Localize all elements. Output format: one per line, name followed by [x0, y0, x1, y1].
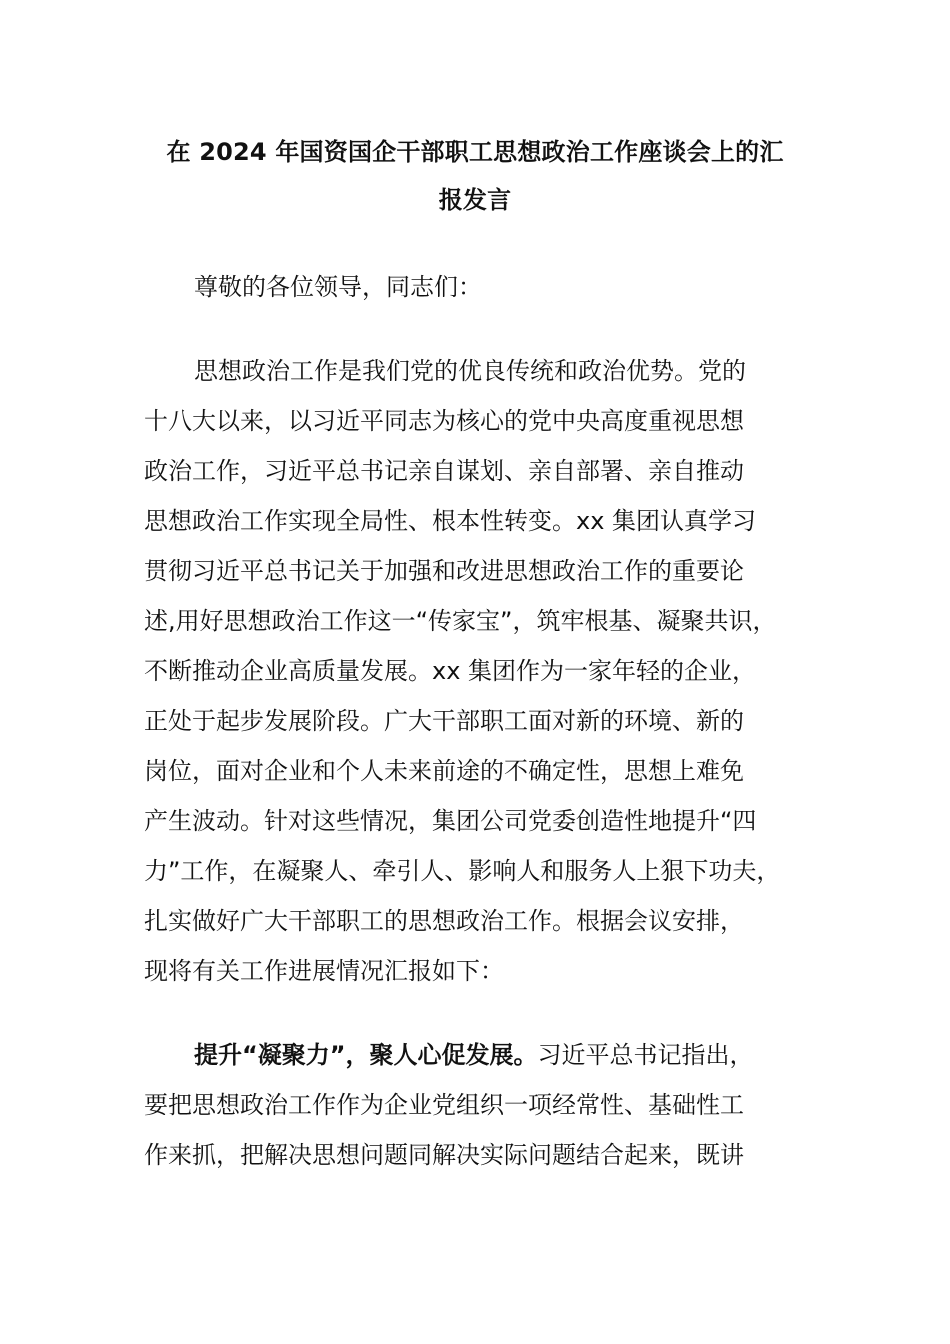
- document-title: [120, 128, 830, 224]
- paragraph-1-line-9: 岗位，面对企业和个人未来前途的不确定性，思想上难免: [144, 757, 744, 785]
- paragraph-1-line-6: 述,用好思想政治工作这一“传家宝”，筑牢根基、凝聚共识，: [144, 607, 777, 635]
- paragraph-2-lead-heading: 提升“凝聚力”，聚人心促发展。: [194, 1041, 538, 1069]
- paragraph-1-line-8: 正处于起步发展阶段。广大干部职工面对新的环境、新的: [144, 707, 744, 735]
- paragraph-2-line-2: 要把思想政治工作作为企业党组织一项经常性、基础性工: [144, 1091, 744, 1119]
- paragraph-1-line-7: 不断推动企业高质量发展。xx 集团作为一家年轻的企业，: [144, 657, 757, 685]
- paragraph-1-line-12: 扎实做好广大干部职工的思想政治工作。根据会议安排，: [144, 907, 744, 935]
- paragraph-1-line-5: 贯彻习近平总书记关于加强和改进思想政治工作的重要论: [144, 557, 744, 585]
- paragraph-1-line-3: 政治工作，习近平总书记亲自谋划、亲自部署、亲自推动: [144, 457, 744, 485]
- salutation: 尊敬的各位领导，同志们：: [194, 273, 482, 301]
- paragraph-1-line-13: 现将有关工作进展情况汇报如下：: [144, 957, 504, 985]
- paragraph-1-line-10: 产生波动。针对这些情况，集团公司党委创造性地提升“四: [144, 807, 757, 835]
- paragraph-2-line-1-rest: 习近平总书记指出，: [537, 1041, 754, 1069]
- paragraph-1-line-1: 思想政治工作是我们党的优良传统和政治优势。党的: [194, 357, 746, 385]
- title-line-1: 在 2024 年国资国企干部职工思想政治工作座谈会上的汇: [166, 138, 784, 166]
- paragraph-1-line-11: 力”工作，在凝聚人、牵引人、影响人和服务人上狠下功夫，: [144, 857, 781, 885]
- paragraph-2-line-1: [194, 1038, 834, 1072]
- paragraph-2-line-3: 作来抓，把解决思想问题同解决实际问题结合起来，既讲: [144, 1141, 744, 1169]
- paragraph-1-line-2: 十八大以来，以习近平同志为核心的党中央高度重视思想: [144, 407, 744, 435]
- title-line-2: 报发言: [438, 186, 512, 214]
- paragraph-1-line-4: 思想政治工作实现全局性、根本性转变。xx 集团认真学习: [144, 507, 757, 535]
